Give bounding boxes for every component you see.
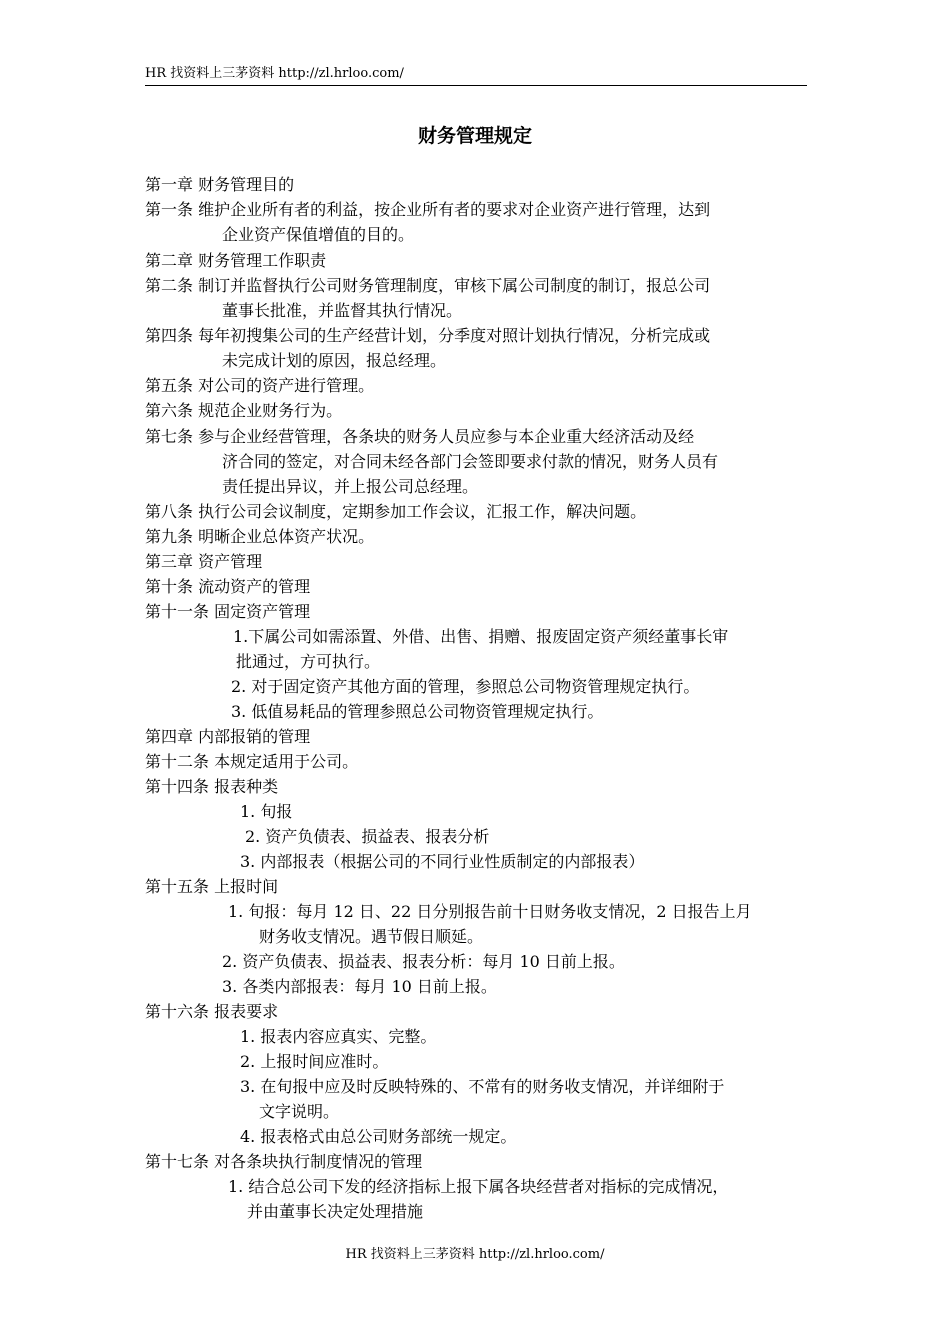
body-line: 2. 资产负债表、损益表、报表分析	[245, 827, 490, 846]
body-line: 1. 结合总公司下发的经济指标上报下属各块经营者对指标的完成情况，	[228, 1177, 729, 1196]
page-footer: HR 找资料上三茅资料 http://zl.hrloo.com/	[345, 1247, 605, 1262]
body-line: 文字说明。	[259, 1102, 340, 1121]
body-line: 济合同的签定，对合同未经各部门会签即要求付款的情况，财务人员有	[222, 452, 719, 471]
body-line: 第十条 流动资产的管理	[145, 577, 311, 596]
body-line: 第九条 明晰企业总体资产状况。	[145, 527, 375, 546]
body-line: 第二章 财务管理工作职责	[145, 251, 327, 270]
body-line: 第一条 维护企业所有者的利益，按企业所有者的要求对企业资产进行管理，达到	[145, 200, 711, 219]
body-line: 并由董事长决定处理措施	[247, 1202, 424, 1221]
body-line: 批通过，方可执行。	[236, 652, 381, 671]
body-line: 企业资产保值增值的目的。	[222, 225, 415, 244]
body-line: 1. 旬报	[240, 802, 293, 821]
body-line: 2. 资产负债表、损益表、报表分析：每月 10 日前上报。	[222, 952, 625, 971]
body-line: 第十五条 上报时间	[145, 877, 279, 896]
body-line: 第十六条 报表要求	[145, 1002, 279, 1021]
body-line: 3. 内部报表（根据公司的不同行业性质制定的内部报表）	[240, 852, 645, 871]
body-line: 第一章 财务管理目的	[145, 175, 295, 194]
body-line: 第十四条 报表种类	[145, 777, 279, 796]
header-rule	[145, 85, 807, 86]
body-line: 第七条 参与企业经营管理，各条块的财务人员应参与本企业重大经济活动及经	[145, 427, 695, 446]
body-line: 3. 各类内部报表：每月 10 日前上报。	[222, 977, 497, 996]
body-line: 4. 报表格式由总公司财务部统一规定。	[240, 1127, 517, 1146]
body-line: 第六条 规范企业财务行为。	[145, 401, 343, 420]
body-line: 第五条 对公司的资产进行管理。	[145, 376, 375, 395]
body-line: 董事长批准，并监督其执行情况。	[222, 301, 463, 320]
body-line: 3. 在旬报中应及时反映特殊的、不常有的财务收支情况，并详细附于	[240, 1077, 725, 1096]
body-line: 2. 对于固定资产其他方面的管理，参照总公司物资管理规定执行。	[231, 677, 700, 696]
body-line: 3. 低值易耗品的管理参照总公司物资管理规定执行。	[231, 702, 604, 721]
body-line: 第四章 内部报销的管理	[145, 727, 311, 746]
body-line: 第三章 资产管理	[145, 552, 263, 571]
body-line: 责任提出异议，并上报公司总经理。	[222, 477, 479, 496]
body-line: 2. 上报时间应准时。	[240, 1052, 389, 1071]
body-line: 第四条 每年初搜集公司的生产经营计划，分季度对照计划执行情况，分析完成或	[145, 326, 711, 345]
document-title: 财务管理规定	[417, 125, 532, 147]
body-line: 第十一条 固定资产管理	[145, 602, 311, 621]
body-line: 第十二条 本规定适用于公司。	[145, 752, 359, 771]
page-header: HR 找资料上三茅资料 http://zl.hrloo.com/	[145, 66, 404, 81]
body-line: 第十七条 对各条块执行制度情况的管理	[145, 1152, 423, 1171]
body-line: 1. 旬报：每月 12 日、22 日分别报告前十日财务收支情况，2 日报告上月	[228, 902, 752, 921]
body-line: 第八条 执行公司会议制度，定期参加工作会议，汇报工作，解决问题。	[145, 502, 647, 521]
body-line: 未完成计划的原因，报总经理。	[222, 351, 447, 370]
body-line: 1. 报表内容应真实、完整。	[240, 1027, 437, 1046]
body-line: 财务收支情况。遇节假日顺延。	[259, 927, 484, 946]
body-line: 第二条 制订并监督执行公司财务管理制度，审核下属公司制度的制订，报总公司	[145, 276, 711, 295]
body-line: 1.下属公司如需添置、外借、出售、捐赠、报废固定资产须经董事长审	[233, 627, 729, 646]
